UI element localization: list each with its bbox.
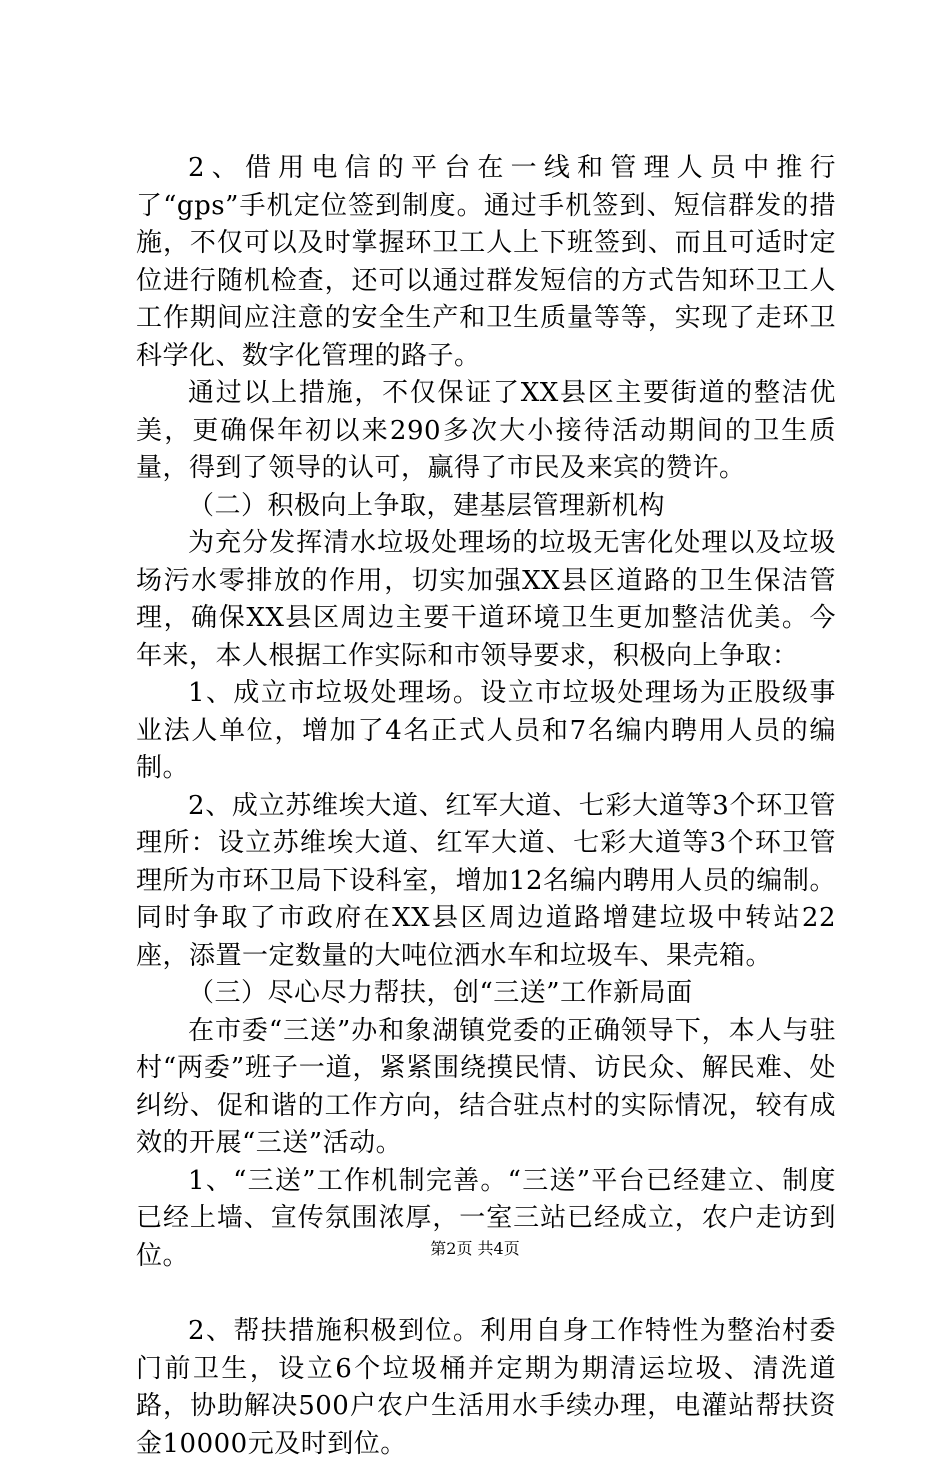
paragraph-section-3-intro: 在市委“三送”办和象湖镇党委的正确领导下，本人与驻村“两委”班子一道，紧紧围绕摸民情、访民众、解民难、处纠纷、促和谐的工作方向，结合驻点村的实际情况，较有成效的开展“三送”活动。: [136, 1015, 836, 1158]
section-heading-3: （三）尽心尽力帮扶，创“三送”工作新局面: [188, 978, 693, 1008]
paragraph-mechanism: 1、“三送”工作机制完善。“三送”平台已经建立、制度已经上墙、宣传氛围浓厚，一室三站已经成立，农户走访到位。: [136, 1165, 836, 1271]
page-footer: [0, 1238, 950, 1260]
paragraph-landfill: 1、成立市垃圾处理场。设立市垃圾处理场为正股级事业法人单位，增加了4名正式人员和7名编内聘用人员的编制。: [136, 678, 836, 783]
paragraph-assistance: 2、帮扶措施积极到位。利用自身工作特性为整治村委门前卫生，设立6个垃圾桶并定期为期清运垃圾、清洗道路，协助解决500户农户生活用水手续办理，电灌站帮扶资金10000元及时到位。: [136, 1316, 836, 1459]
document-body: [136, 150, 836, 1463]
paragraph-sanitation-offices: 2、成立苏维埃大道、红军大道、七彩大道等3个环卫管理所：设立苏维埃大道、红军大道、七彩大道等3个环卫管理所为市环卫局下设科室，增加12名编内聘用人员的编制。同时争取了市政府在XX县区周边道路增建垃圾中转站22座，添置一定数量的大吨位洒水车和垃圾车、果壳箱。: [136, 790, 836, 971]
paragraph-results: 通过以上措施，不仅保证了XX县区主要街道的整洁优美，更确保年初以来290多次大小接待活动期间的卫生质量，得到了领导的认可，赢得了市民及来宾的赞许。: [136, 378, 836, 483]
paragraph-gps-checkin: 2、借用电信的平台在一线和管理人员中推行了“gps”手机定位签到制度。通过手机签到、短信群发的措施，不仅可以及时掌握环卫工人上下班签到、而且可适时定位进行随机检查，还可以通过群发短信的方式告知环卫工人工作期间应注意的安全生产和卫生质量等等，实现了走环卫科学化、数字化管理的路子。: [136, 153, 836, 371]
section-heading-2: （二）积极向上争取，建基层管理新机构: [188, 490, 666, 521]
paragraph-section-2-intro: 为充分发挥清水垃圾处理场的垃圾无害化处理以及垃圾场污水零排放的作用，切实加强XX县区道路的卫生保洁管理，确保XX县区周边主要干道环境卫生更加整洁优美。今年来，本人根据工作实际和市领导要求，积极向上争取：: [136, 528, 836, 671]
page-number: 第2页 共4页: [430, 1239, 520, 1258]
